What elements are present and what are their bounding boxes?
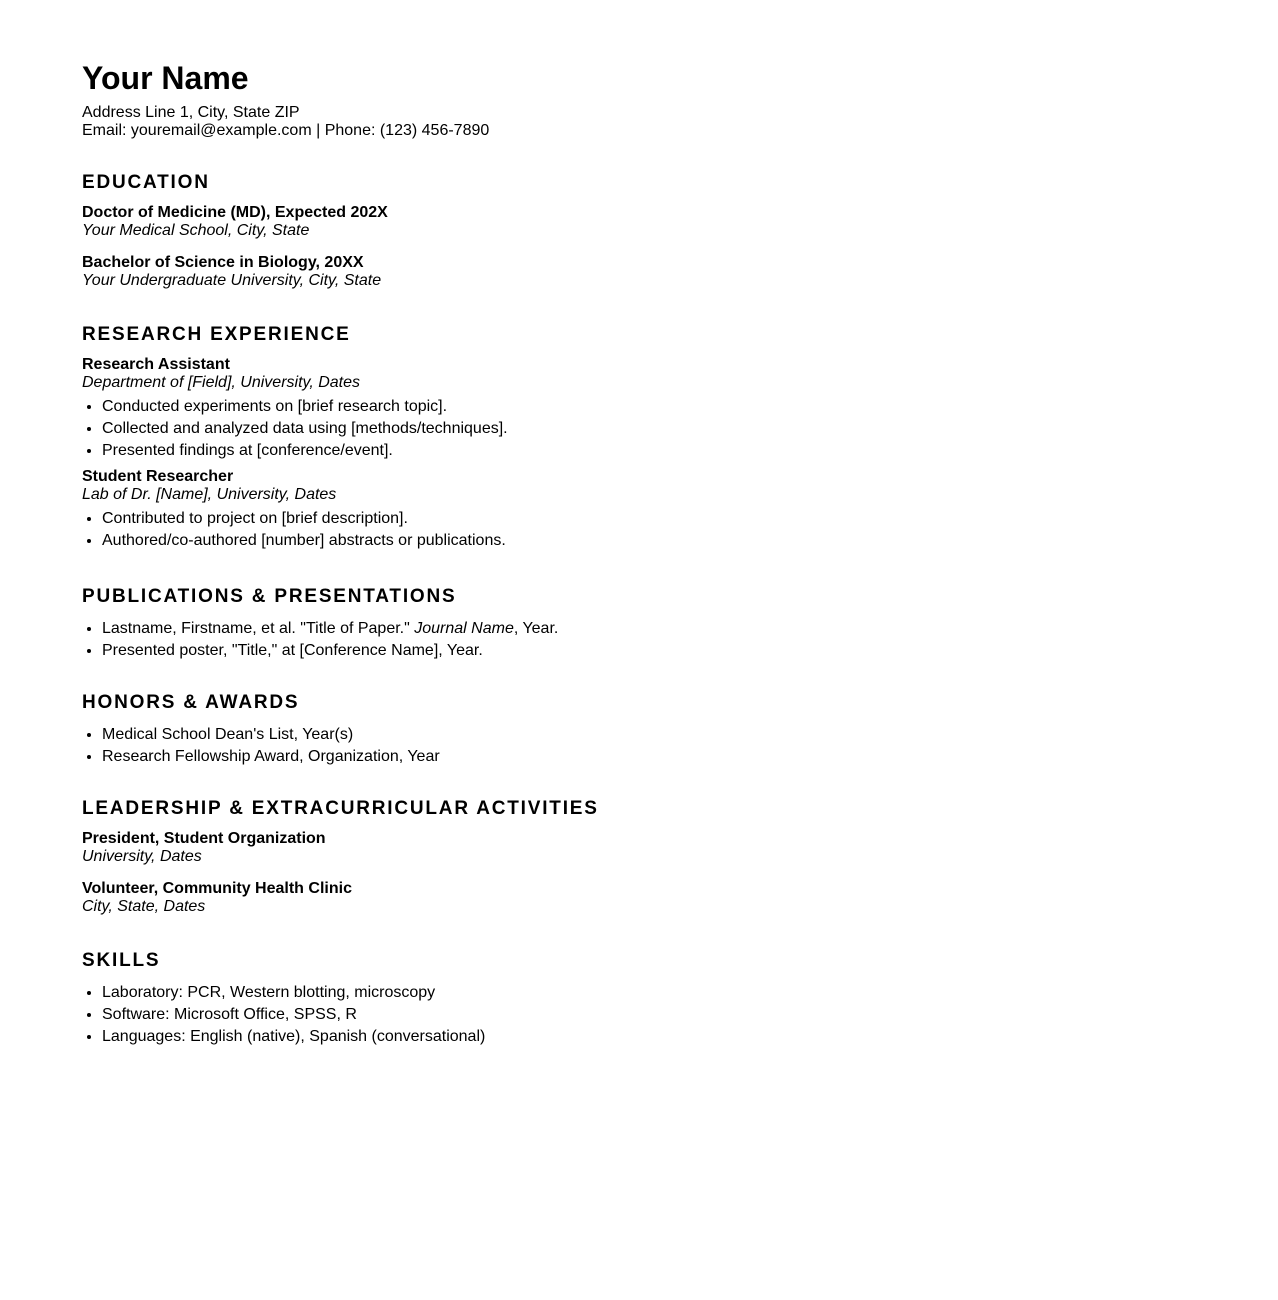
section-heading-leadership: LEADERSHIP & EXTRACURRICULAR ACTIVITIES: [82, 798, 599, 819]
list-item: • Medical School Dean's List, Year(s): [102, 724, 440, 746]
section-heading-skills: SKILLS: [82, 950, 161, 971]
list-item: • Collected and analyzed data using [methods/techniques].: [102, 418, 508, 440]
research-bullets: [82, 396, 508, 462]
role-details: City, State, Dates: [82, 898, 206, 915]
position-title: Student Researcher: [82, 468, 234, 485]
publications-list: [82, 618, 558, 662]
list-item: • Contributed to project on [brief description].: [102, 508, 508, 530]
education-entry: [82, 254, 388, 290]
list-item: • Software: Microsoft Office, SPSS, R: [102, 1004, 485, 1026]
research-entry: [82, 468, 508, 552]
school-location: Your Medical School, City, State: [82, 222, 310, 239]
position-title: Research Assistant: [82, 356, 230, 373]
education-entry: [82, 204, 388, 240]
section-heading-research: RESEARCH EXPERIENCE: [82, 324, 351, 345]
citation-text: Presented poster, "Title," at [Conference Name], Year.: [102, 642, 483, 659]
journal-name: Journal Name: [414, 620, 514, 637]
honors-list: [82, 724, 440, 768]
list-item: [102, 618, 558, 640]
skills-section: [82, 950, 485, 1048]
position-details: Lab of Dr. [Name], University, Dates: [82, 486, 337, 503]
section-heading-honors: HONORS & AWARDS: [82, 692, 300, 713]
list-item: • Conducted experiments on [brief research topic].: [102, 396, 508, 418]
email-phone-line: Email: youremail@example.com | Phone: (123) 456-7890: [82, 122, 490, 139]
degree-title: Doctor of Medicine (MD), Expected 202X: [82, 204, 388, 221]
research-section: [82, 324, 508, 552]
school-location: Your Undergraduate University, City, State: [82, 272, 382, 289]
research-entry: [82, 356, 508, 462]
address-line: Address Line 1, City, State ZIP: [82, 104, 300, 121]
list-item: [102, 640, 558, 662]
contact-info: [82, 104, 489, 140]
position-details: Department of [Field], University, Dates: [82, 374, 361, 391]
skills-list: [82, 982, 485, 1048]
list-item: • Presented findings at [conference/event].: [102, 440, 508, 462]
list-item: • Research Fellowship Award, Organization, Year: [102, 746, 440, 768]
role-details: University, Dates: [82, 848, 202, 865]
section-heading-publications: PUBLICATIONS & PRESENTATIONS: [82, 586, 457, 607]
role-title: President, Student Organization: [82, 830, 326, 847]
education-section: [82, 172, 388, 290]
section-heading-education: EDUCATION: [82, 172, 210, 193]
leadership-entry: [82, 880, 599, 916]
citation-year: , Year.: [513, 620, 559, 637]
publications-section: [82, 586, 558, 662]
list-item: • Laboratory: PCR, Western blotting, microscopy: [102, 982, 485, 1004]
leadership-entry: [82, 830, 599, 866]
leadership-section: [82, 798, 599, 916]
list-item: • Languages: English (native), Spanish (conversational): [102, 1026, 485, 1048]
citation-text: Lastname, Firstname, et al. "Title of Paper.": [102, 620, 415, 637]
list-item: • Authored/co-authored [number] abstracts or publications.: [102, 530, 508, 552]
role-title: Volunteer, Community Health Clinic: [82, 880, 352, 897]
honors-section: [82, 692, 440, 768]
research-bullets: [82, 508, 508, 552]
degree-title: Bachelor of Science in Biology, 20XX: [82, 254, 364, 271]
candidate-name: Your Name: [82, 60, 249, 96]
